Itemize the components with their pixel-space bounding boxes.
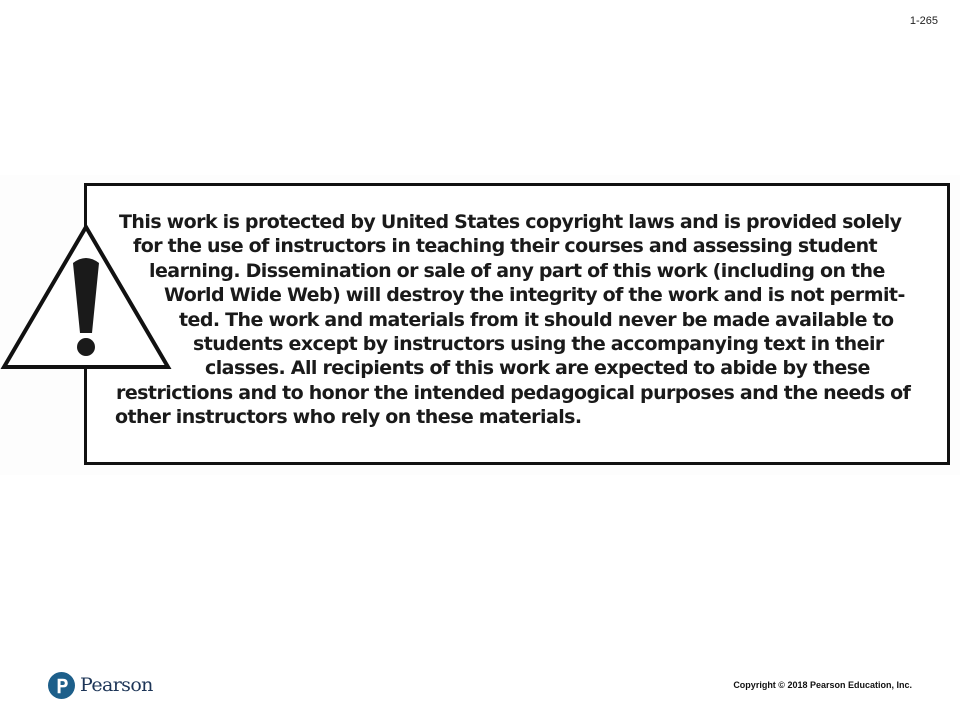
- slide-number: 1-265: [909, 15, 938, 27]
- notice-line: restrictions and to honor the intended pedagogical purposes and the needs of: [116, 381, 911, 404]
- copyright-notice-text: [100, 210, 922, 430]
- notice-line: ted. The work and materials from it should never be made available to: [179, 308, 894, 331]
- notice-line: students except by instructors using the accompanying text in their: [193, 333, 884, 356]
- notice-line: learning. Dissemination or sale of any part of this work (including on the: [149, 259, 885, 282]
- notice-line: other instructors who rely on these materials.: [115, 406, 582, 429]
- notice-line: classes. All recipients of this work are expected to abide by these: [205, 357, 870, 380]
- notice-line: This work is protected by United States copyright laws and is provided solely: [119, 211, 902, 233]
- pearson-p-logo-icon: [48, 672, 75, 699]
- notice-line: World Wide Web) will destroy the integrity of the work and is not permit-: [164, 284, 905, 307]
- notice-line: for the use of instructors in teaching their courses and assessing student: [133, 235, 878, 258]
- copyright-text: Copyright © 2018 Pearson Education, Inc.: [733, 680, 912, 690]
- brand-name: Pearson: [80, 674, 153, 696]
- pearson-brand: [48, 671, 153, 699]
